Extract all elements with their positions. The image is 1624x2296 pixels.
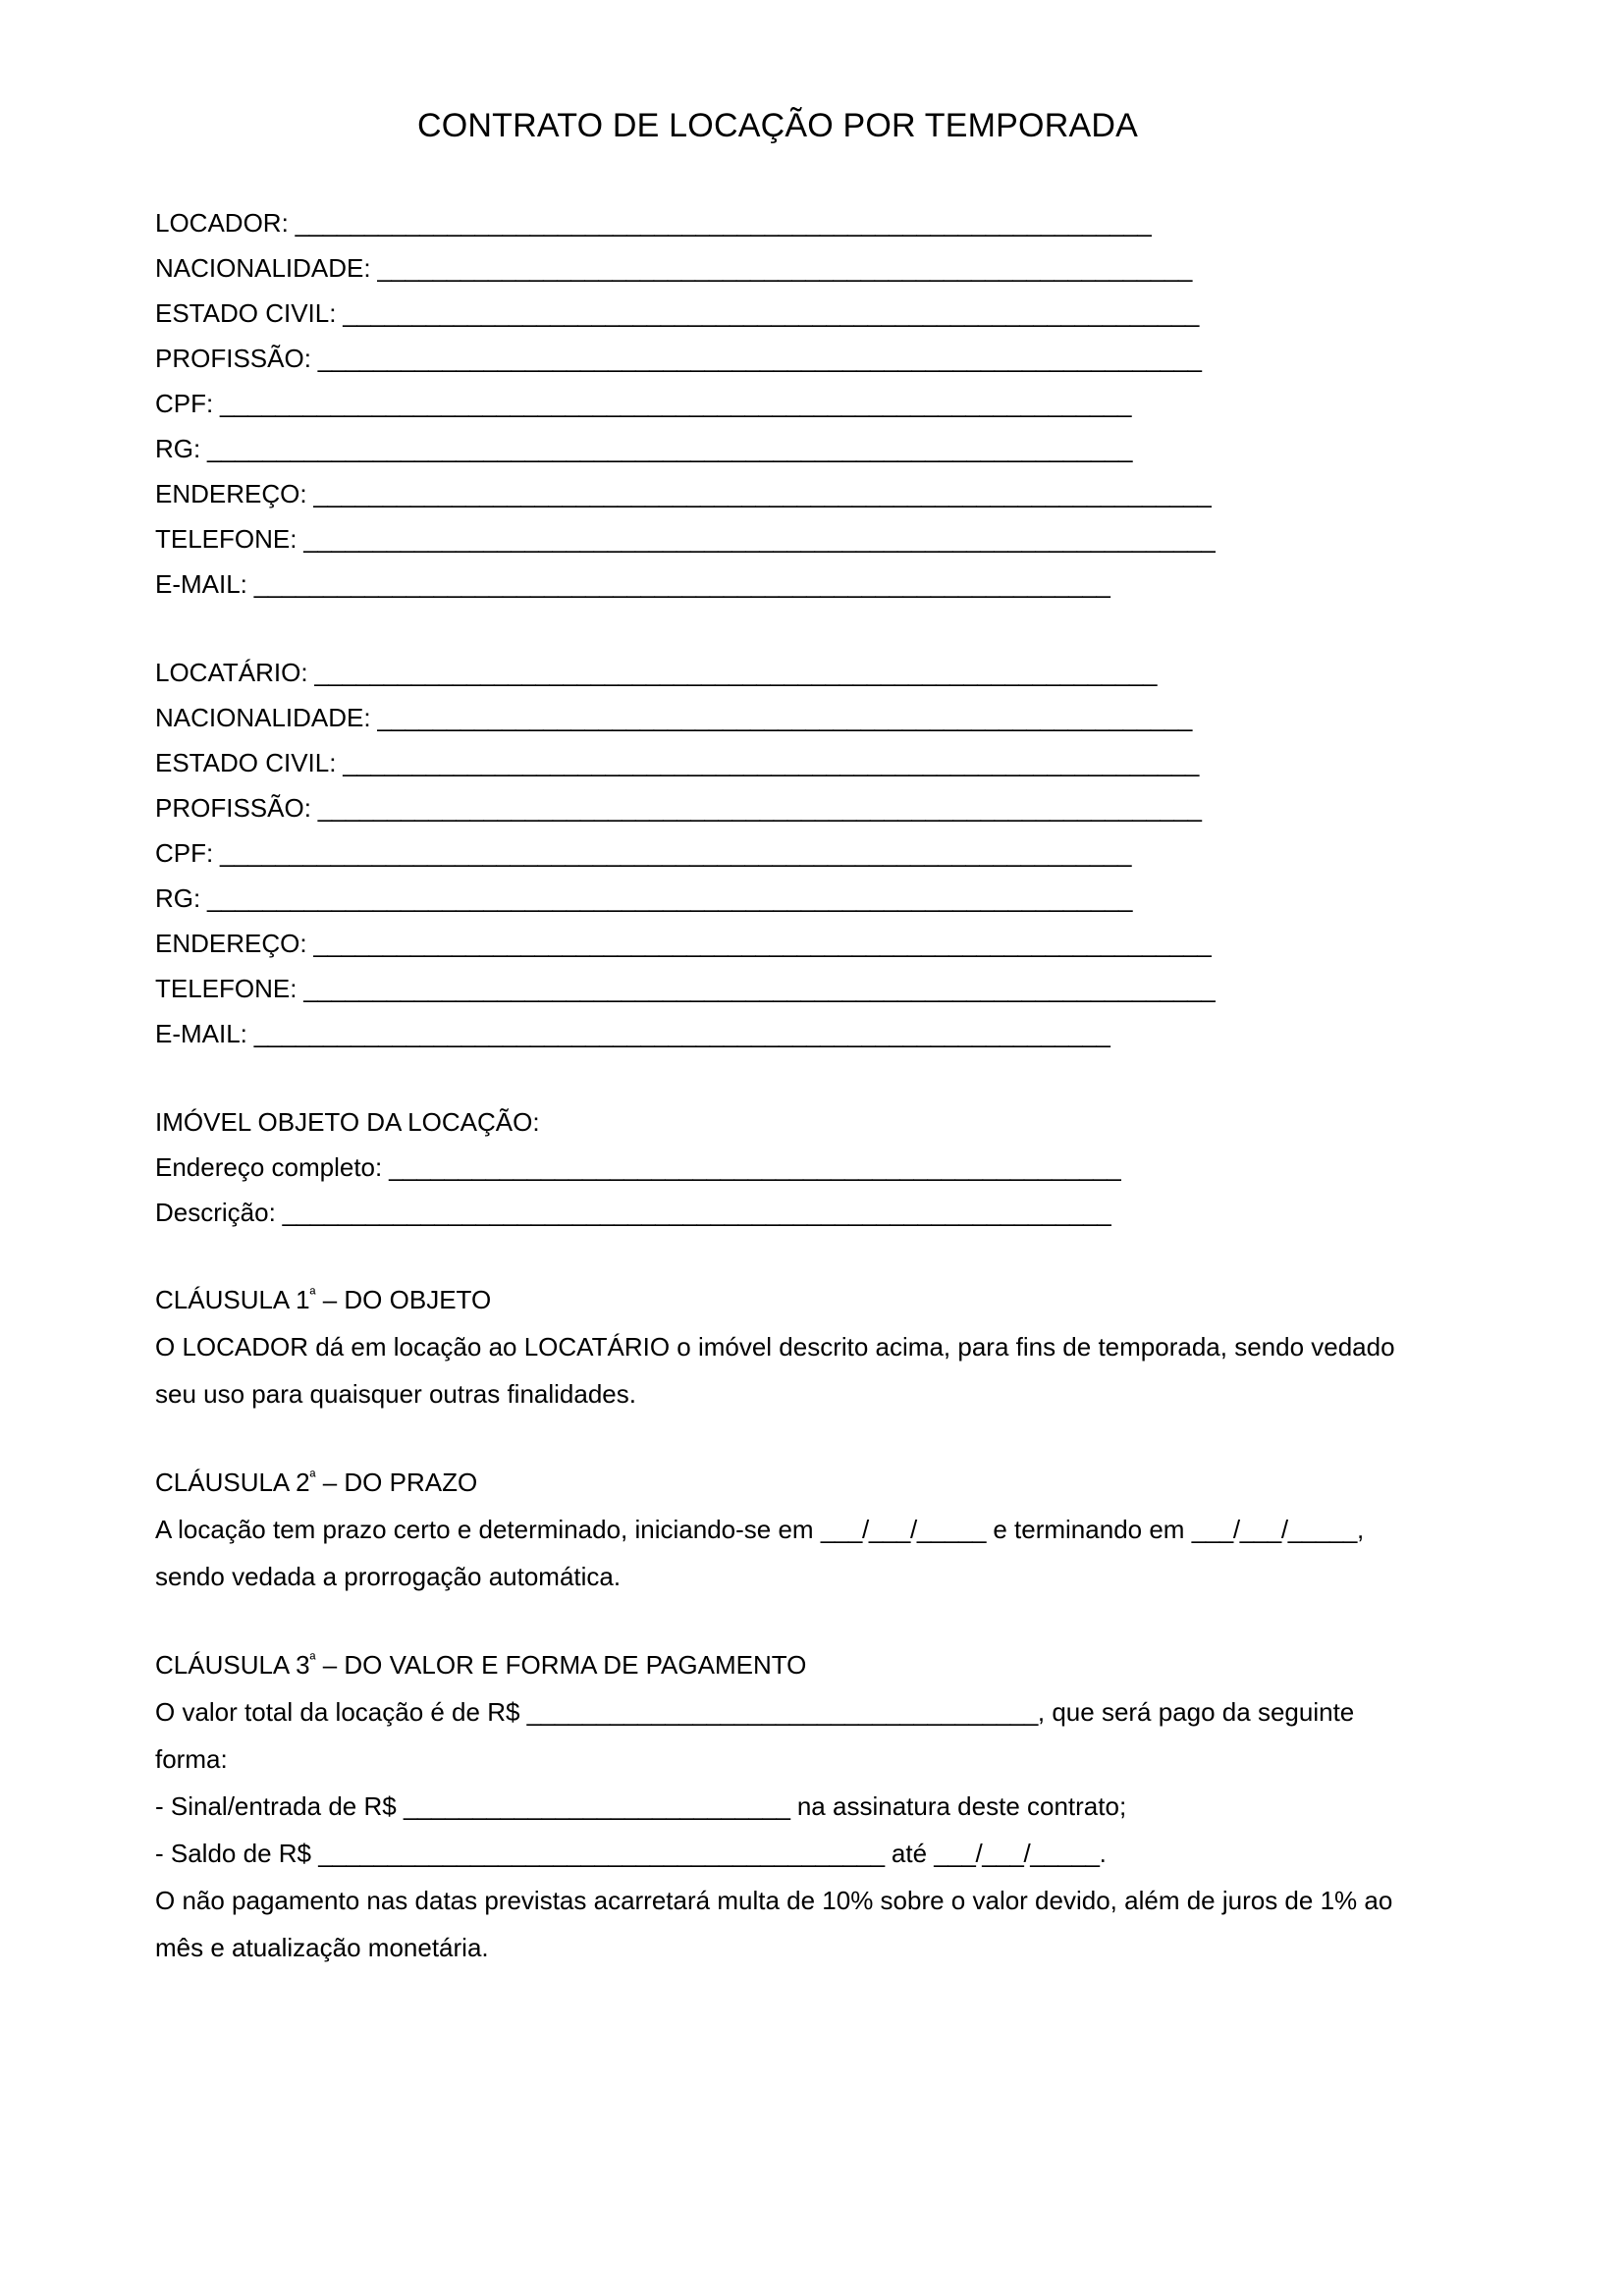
spacer-after-title bbox=[155, 145, 1400, 200]
clausula-3-sinal-suffix: na assinatura deste contrato; bbox=[789, 1791, 1127, 1822]
clausula-2-heading-suffix: – DO PRAZO bbox=[315, 1468, 478, 1498]
clausula-3-heading-suffix: – DO VALOR E FORMA DE PAGAMENTO bbox=[315, 1650, 807, 1681]
field-label-locador: LOCADOR: bbox=[155, 208, 289, 239]
clausula-3-valor-total-blank[interactable]: _____________________________________ bbox=[526, 1697, 1038, 1728]
clausula-2-start-date-blank[interactable]: ___/___/_____ bbox=[820, 1515, 987, 1545]
field-label-locatario: LOCATÁRIO: bbox=[155, 658, 308, 688]
field-label-locatario-telefone: TELEFONE: bbox=[155, 974, 298, 1004]
clausula-3-saldo-date-blank[interactable]: ___/___/_____ bbox=[934, 1839, 1100, 1869]
clausula-3-section bbox=[155, 1641, 1400, 1971]
field-rule-locatario-rg: ___________________________________________________________________ bbox=[200, 883, 1133, 914]
field-rule-locatario-nacionalidade: ___________________________________________________________ bbox=[370, 703, 1192, 733]
clausula-3-saldo-prefix: - Saldo de R$ bbox=[155, 1839, 319, 1869]
field-rule-locador-profissao: ________________________________________________________________ bbox=[310, 344, 1202, 374]
field-rule-locador: ______________________________________________________________ bbox=[288, 208, 1152, 239]
field-row-locador-cpf[interactable] bbox=[155, 381, 1400, 426]
field-label-locatario-endereco: ENDEREÇO: bbox=[155, 929, 307, 959]
field-label-locador-estado-civil: ESTADO CIVIL: bbox=[155, 298, 337, 329]
field-rule-locatario-profissao: ________________________________________________________________ bbox=[310, 793, 1202, 824]
clausula-2-body-part3: , sendo vedada a prorrogação automática. bbox=[155, 1515, 1365, 1592]
clausula-3-multa-paragraph: O não pagamento nas datas previstas acarretará multa de 10% sobre o valor devido, além de juros de 1% ao mês e atualização monetária. bbox=[155, 1886, 1393, 1963]
field-row-locatario-rg[interactable] bbox=[155, 876, 1400, 921]
spacer-before-clausula3 bbox=[155, 1600, 1400, 1641]
field-rule-imovel-endereco: _____________________________________________________ bbox=[382, 1152, 1121, 1183]
field-rule-locador-email: ______________________________________________________________ bbox=[246, 569, 1110, 600]
field-row-locador-rg[interactable] bbox=[155, 426, 1400, 471]
field-rule-locatario: _____________________________________________________________ bbox=[307, 658, 1158, 688]
clausula-1-body: O LOCADOR dá em locação ao LOCATÁRIO o imóvel descrito acima, para fins de temporada, sendo vedado seu uso para quaisquer outras finalidades. bbox=[155, 1332, 1395, 1410]
clausula-3-saldo-line bbox=[155, 1830, 1400, 1877]
field-label-locador-rg: RG: bbox=[155, 434, 201, 464]
imovel-heading bbox=[155, 1099, 1400, 1145]
field-label-locador-profissao: PROFISSÃO: bbox=[155, 344, 311, 374]
field-row-locador-estado-civil[interactable] bbox=[155, 291, 1400, 336]
clausula-3-sinal-prefix: - Sinal/entrada de R$ bbox=[155, 1791, 404, 1822]
clausula-1-heading-ordinal: ª bbox=[309, 1285, 316, 1304]
field-row-locatario-telefone[interactable] bbox=[155, 966, 1400, 1011]
field-label-locatario-profissao: PROFISSÃO: bbox=[155, 793, 311, 824]
field-label-locatario-rg: RG: bbox=[155, 883, 201, 914]
field-row-locador-email[interactable] bbox=[155, 561, 1400, 607]
page-title: CONTRATO DE LOCAÇÃO POR TEMPORADA bbox=[417, 107, 1138, 144]
field-row-locatario-nacionalidade[interactable] bbox=[155, 695, 1400, 740]
field-row-imovel-endereco[interactable] bbox=[155, 1145, 1400, 1190]
clausula-3-valor-total-prefix: O valor total da locação é de R$ bbox=[155, 1697, 527, 1728]
spacer-before-imovel bbox=[155, 1056, 1400, 1099]
document-content bbox=[155, 0, 1400, 1971]
field-row-locador-telefone[interactable] bbox=[155, 516, 1400, 561]
clausula-3-sinal-blank[interactable]: ____________________________ bbox=[403, 1791, 790, 1822]
imovel-heading-label: IMÓVEL OBJETO DA LOCAÇÃO: bbox=[155, 1107, 540, 1138]
field-rule-locador-telefone: __________________________________________________________________ bbox=[297, 524, 1216, 555]
field-rule-locador-cpf: __________________________________________________________________ bbox=[213, 389, 1132, 419]
field-row-locatario-profissao[interactable] bbox=[155, 785, 1400, 830]
clausula-3-valor-total-line bbox=[155, 1688, 1400, 1783]
field-label-locatario-cpf: CPF: bbox=[155, 838, 214, 869]
field-rule-imovel-descricao: ____________________________________________________________ bbox=[275, 1198, 1111, 1228]
field-row-locatario-endereco[interactable] bbox=[155, 921, 1400, 966]
field-label-imovel-descricao: Descrição: bbox=[155, 1198, 276, 1228]
imovel-section bbox=[155, 1099, 1400, 1235]
clausula-3-saldo-blank[interactable]: _________________________________________ bbox=[318, 1839, 885, 1869]
clausula-3-saldo-ate-label: até bbox=[884, 1839, 935, 1869]
field-row-locatario[interactable] bbox=[155, 650, 1400, 695]
field-row-locador-endereco[interactable] bbox=[155, 471, 1400, 516]
clausula-1-heading bbox=[155, 1276, 1400, 1323]
field-rule-locatario-endereco: _________________________________________________________________ bbox=[306, 929, 1212, 959]
field-row-locador-profissao[interactable] bbox=[155, 336, 1400, 381]
spacer-before-clausula2 bbox=[155, 1417, 1400, 1459]
clausula-2-heading bbox=[155, 1459, 1400, 1506]
clausula-1-section bbox=[155, 1276, 1400, 1417]
locador-field-group bbox=[155, 200, 1400, 607]
clausula-3-valor-total-suffix: , que será pago da seguinte forma: bbox=[155, 1697, 1355, 1775]
field-row-locatario-estado-civil[interactable] bbox=[155, 740, 1400, 785]
field-row-imovel-descricao[interactable] bbox=[155, 1190, 1400, 1235]
clausula-2-body-part1: A locação tem prazo certo e determinado, iniciando-se em bbox=[155, 1515, 821, 1545]
field-label-locador-nacionalidade: NACIONALIDADE: bbox=[155, 253, 371, 284]
field-row-locador-nacionalidade[interactable] bbox=[155, 245, 1400, 291]
clausula-3-heading-prefix: CLÁUSULA 3 bbox=[155, 1650, 310, 1681]
clausula-2-heading-ordinal: ª bbox=[309, 1468, 316, 1486]
field-row-locatario-email[interactable] bbox=[155, 1011, 1400, 1056]
clausula-2-body bbox=[155, 1506, 1400, 1600]
field-label-locador-email: E-MAIL: bbox=[155, 569, 247, 600]
spacer-between-parties bbox=[155, 607, 1400, 650]
field-rule-locador-estado-civil: ______________________________________________________________ bbox=[336, 298, 1199, 329]
clausula-3-saldo-period: . bbox=[1099, 1839, 1107, 1869]
field-rule-locador-endereco: _________________________________________________________________ bbox=[306, 479, 1212, 509]
field-rule-locatario-telefone: __________________________________________________________________ bbox=[297, 974, 1216, 1004]
clausula-2-end-date-blank[interactable]: ___/___/_____ bbox=[1191, 1515, 1357, 1545]
field-rule-locatario-email: ______________________________________________________________ bbox=[246, 1019, 1110, 1049]
field-label-imovel-endereco: Endereço completo: bbox=[155, 1152, 383, 1183]
clausula-1-heading-prefix: CLÁUSULA 1 bbox=[155, 1285, 310, 1315]
field-rule-locador-rg: ___________________________________________________________________ bbox=[200, 434, 1133, 464]
field-rule-locatario-cpf: __________________________________________________________________ bbox=[213, 838, 1132, 869]
field-label-locatario-estado-civil: ESTADO CIVIL: bbox=[155, 748, 337, 778]
field-label-locatario-nacionalidade: NACIONALIDADE: bbox=[155, 703, 371, 733]
clausula-1-heading-suffix: – DO OBJETO bbox=[315, 1285, 492, 1315]
spacer-before-clausula1 bbox=[155, 1235, 1400, 1276]
field-label-locador-endereco: ENDEREÇO: bbox=[155, 479, 307, 509]
field-rule-locatario-estado-civil: ______________________________________________________________ bbox=[336, 748, 1199, 778]
field-label-locador-cpf: CPF: bbox=[155, 389, 214, 419]
locatario-field-group bbox=[155, 650, 1400, 1056]
field-row-locatario-cpf[interactable] bbox=[155, 830, 1400, 876]
clausula-3-sinal-line bbox=[155, 1783, 1400, 1830]
field-label-locatario-email: E-MAIL: bbox=[155, 1019, 247, 1049]
clausula-3-heading bbox=[155, 1641, 1400, 1688]
clausula-2-heading-prefix: CLÁUSULA 2 bbox=[155, 1468, 310, 1498]
field-label-locador-telefone: TELEFONE: bbox=[155, 524, 298, 555]
clausula-3-heading-ordinal: ª bbox=[309, 1650, 316, 1669]
field-rule-locador-nacionalidade: ___________________________________________________________ bbox=[370, 253, 1192, 284]
clausula-2-body-part2: e terminando em bbox=[986, 1515, 1192, 1545]
clausula-2-section bbox=[155, 1459, 1400, 1600]
field-row-locador[interactable] bbox=[155, 200, 1400, 245]
